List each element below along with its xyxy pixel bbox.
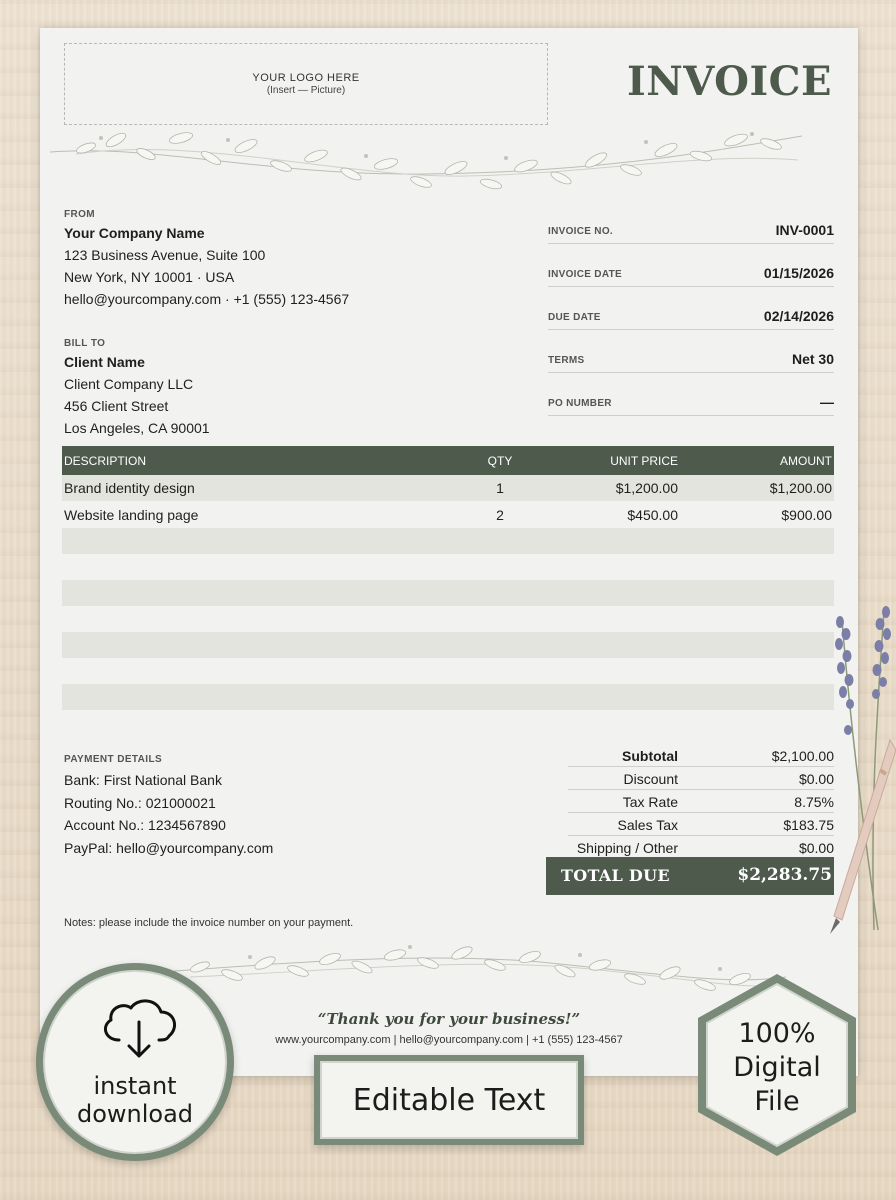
- subtotal-row: [568, 745, 834, 767]
- from-address-line2[interactable]: New York, NY 10001 · USA: [64, 269, 235, 285]
- totals-value[interactable]: $183.75: [783, 817, 834, 833]
- bill-to-street[interactable]: 456 Client Street: [64, 398, 169, 414]
- table-row-empty[interactable]: [62, 632, 834, 658]
- totals-value[interactable]: $0.00: [798, 771, 834, 787]
- sales-tax-row: [568, 814, 834, 836]
- pen-icon: [830, 740, 896, 934]
- badge-text-editable: Editable Text: [320, 1061, 578, 1139]
- thank-you-message[interactable]: “Thank you for your business!”: [317, 1010, 581, 1028]
- meta-value[interactable]: —: [820, 394, 834, 410]
- from-company-name[interactable]: Your Company Name: [64, 225, 205, 241]
- row-unit-price[interactable]: $1,200.00: [615, 480, 678, 496]
- shipping-row: [568, 837, 834, 859]
- total-due-label: TOTAL DUE: [561, 866, 670, 885]
- meta-label: INVOICE DATE: [548, 269, 622, 280]
- meta-value[interactable]: 01/15/2026: [763, 265, 834, 281]
- discount-row: [568, 768, 834, 790]
- payment-paypal[interactable]: PayPal: hello@yourcompany.com: [64, 840, 274, 856]
- header-description: DESCRIPTION: [64, 453, 147, 468]
- payment-account[interactable]: Account No.: 1234567890: [64, 817, 226, 833]
- bill-to-label: BILL TO: [64, 338, 106, 349]
- header-qty: QTY: [487, 453, 513, 468]
- table-row[interactable]: [62, 475, 834, 501]
- lavender-sprig-icon: [822, 600, 896, 940]
- logo-placeholder-text: YOUR LOGO HERE: [252, 72, 360, 84]
- row-amount[interactable]: $900.00: [781, 507, 832, 523]
- meta-terms: [548, 330, 834, 373]
- row-qty[interactable]: 2: [496, 507, 504, 523]
- totals-label: Shipping / Other: [576, 840, 678, 856]
- totals-label: Discount: [623, 771, 678, 787]
- row-unit-price[interactable]: $450.00: [627, 507, 678, 523]
- meta-label: PO NUMBER: [548, 398, 612, 409]
- meta-label: TERMS: [548, 355, 585, 366]
- table-row-empty[interactable]: [62, 528, 834, 554]
- badge-text-file: File: [754, 1086, 800, 1117]
- vine-ornament-icon: [46, 126, 806, 196]
- from-address-line1[interactable]: 123 Business Avenue, Suite 100: [64, 247, 266, 263]
- from-label: FROM: [64, 209, 96, 220]
- meta-label: INVOICE NO.: [548, 226, 613, 237]
- row-qty[interactable]: 1: [496, 480, 504, 496]
- table-row-empty[interactable]: [62, 658, 834, 684]
- bill-to-name[interactable]: Client Name: [64, 354, 145, 370]
- logo-placeholder-hint: (Insert — Picture): [266, 85, 346, 96]
- payment-bank[interactable]: Bank: First National Bank: [64, 772, 222, 788]
- cloud-download-icon: [97, 996, 181, 1062]
- badge-text-100: 100%: [738, 1018, 816, 1049]
- totals-label: Subtotal: [622, 748, 678, 764]
- payment-routing[interactable]: Routing No.: 021000021: [64, 795, 216, 811]
- meta-value[interactable]: INV-0001: [775, 222, 834, 238]
- table-row[interactable]: [62, 502, 834, 528]
- from-contact[interactable]: hello@yourcompany.com · +1 (555) 123-4567: [64, 291, 350, 307]
- totals-value[interactable]: $2,100.00: [771, 748, 834, 764]
- meta-value[interactable]: 02/14/2026: [763, 308, 834, 324]
- totals-label: Tax Rate: [622, 794, 678, 810]
- header-amount: AMOUNT: [780, 453, 832, 468]
- row-description[interactable]: Brand identity design: [64, 480, 195, 496]
- row-amount[interactable]: $1,200.00: [769, 480, 832, 496]
- meta-due-date: [548, 287, 834, 330]
- table-row-empty[interactable]: [62, 580, 834, 606]
- badge-text-instant: instant: [93, 1072, 177, 1100]
- totals-value[interactable]: $0.00: [798, 840, 834, 856]
- badge-text-digital: Digital: [733, 1052, 821, 1083]
- meta-value[interactable]: Net 30: [791, 351, 834, 367]
- badge-text-download: download: [76, 1100, 194, 1128]
- header-unit-price: UNIT PRICE: [610, 453, 678, 468]
- invoice-title: INVOICE: [627, 58, 832, 105]
- bill-to-company[interactable]: Client Company LLC: [64, 376, 194, 392]
- logo-placeholder[interactable]: [64, 43, 548, 125]
- bill-to-city[interactable]: Los Angeles, CA 90001: [64, 420, 210, 436]
- digital-file-badge: [692, 970, 862, 1160]
- total-due-value[interactable]: $2,283.75: [737, 865, 832, 885]
- meta-invoice-no: [548, 201, 834, 244]
- meta-label: DUE DATE: [548, 312, 601, 323]
- table-row-empty[interactable]: [62, 554, 834, 580]
- table-row-empty[interactable]: [62, 684, 834, 710]
- tax-rate-row: [568, 791, 834, 813]
- row-description[interactable]: Website landing page: [64, 507, 199, 523]
- notes[interactable]: Notes: please include the invoice number on your payment.: [64, 917, 354, 929]
- invoice-paper: [40, 28, 858, 1076]
- instant-download-badge: [36, 963, 234, 1161]
- totals-value[interactable]: 8.75%: [794, 794, 834, 810]
- table-row-empty[interactable]: [62, 606, 834, 632]
- items-table-header: [62, 446, 834, 475]
- total-due-bar: [546, 857, 834, 895]
- payment-details-label: PAYMENT DETAILS: [64, 754, 163, 765]
- editable-text-badge: [314, 1055, 584, 1145]
- footer-contact[interactable]: www.yourcompany.com | hello@yourcompany.com | +1 (555) 123-4567: [275, 1034, 623, 1046]
- meta-invoice-date: [548, 244, 834, 287]
- meta-po-number: [548, 373, 834, 416]
- totals-label: Sales Tax: [617, 817, 678, 833]
